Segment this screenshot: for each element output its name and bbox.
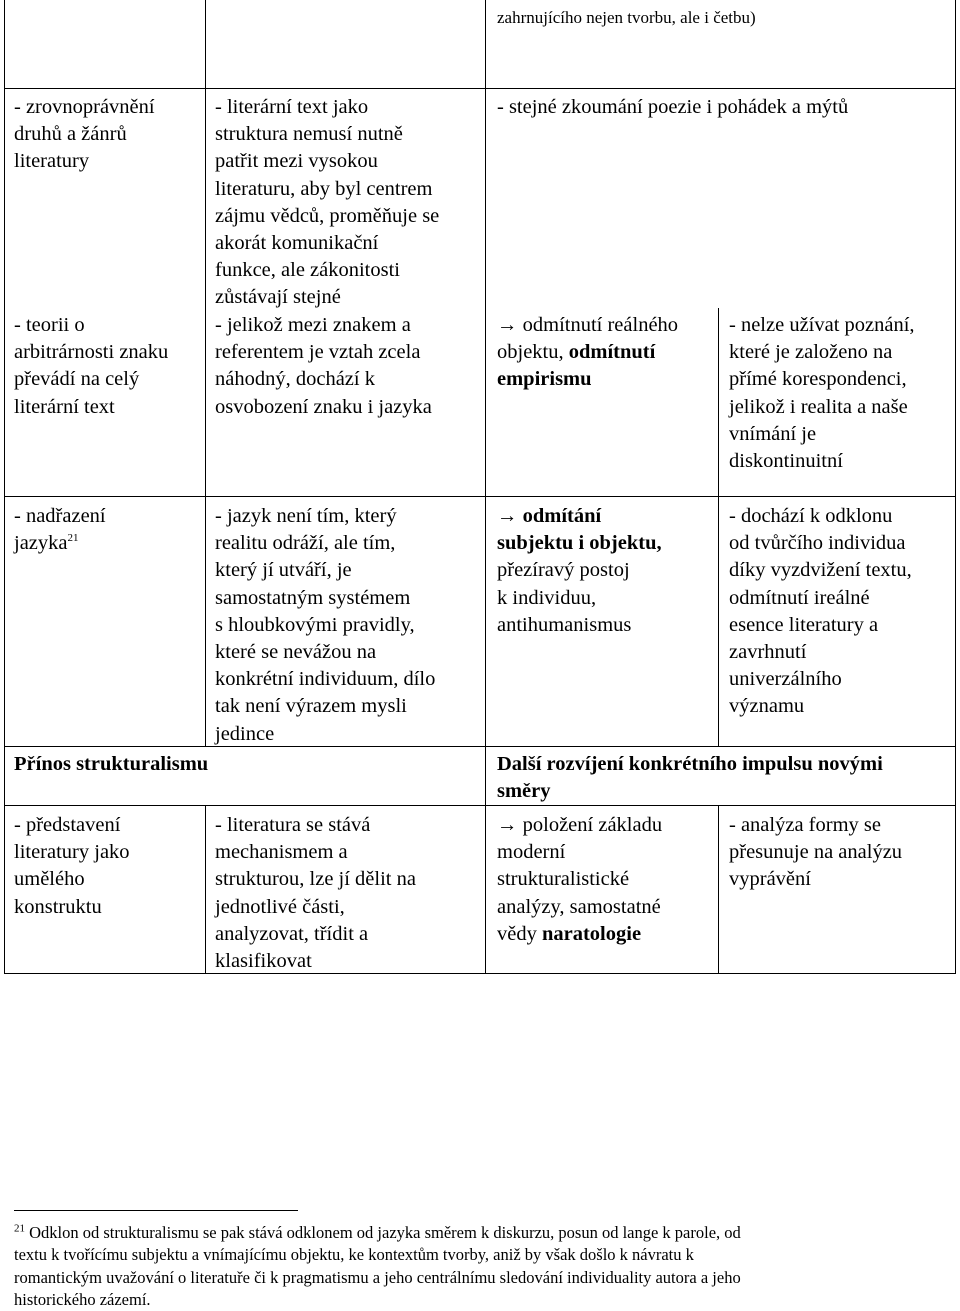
row-a-col2-text-1: - literární text jako struktura nemusí nutně patřit mezi vysokou literaturu, aby byl centrem zájmu vědců, proměňuje se akorát komunikační funkce, ale zákonitosti zůstávají stejné <box>215 96 440 309</box>
row-line-3 <box>4 746 956 747</box>
row-a-col2-text-2: - jelikož mezi znakem a referentem je vztah zcela náhodný, dochází k osvobození znaku i jazyka <box>215 314 432 418</box>
column-divider-3-mid <box>718 496 719 746</box>
row-a-col3-text-2-normal: odmítnutí reálného objektu, <box>497 314 679 364</box>
row-b-col1-text <box>14 503 106 557</box>
row-c-col3-text <box>497 812 662 948</box>
table-border-right <box>955 0 956 974</box>
row-a-col3-text-2 <box>497 312 678 394</box>
row-b-col1-label: - nadřazení jazyka <box>14 505 106 555</box>
row-a-col3-text-1: - stejné zkoumání poezie i pohádek a mýtů <box>497 96 849 118</box>
column-divider-3 <box>718 308 719 496</box>
row-c-col3-normal: položení základu moderní strukturalistické analýzy, samostatné vědy <box>497 814 663 945</box>
arrow-icon: → <box>497 314 518 336</box>
row-line-5 <box>4 973 956 974</box>
footnote-reference: 21 <box>67 532 79 545</box>
row-a-col3-text-2-bold: odmítnutí empirismu <box>497 341 656 391</box>
row-c-col4-text: - analýza formy se přesunuje na analýzu vyprávění <box>729 814 903 891</box>
row-c-col3-bold: naratologie <box>541 922 642 945</box>
row-c-col1-text: - představení literatury jako umělého konstruktu <box>14 814 130 918</box>
row-c-col2-text: - literatura se stává mechanismem a strukturou, lze jí dělit na jednotlivé části, analyzovat, třídit a klasifikovat <box>215 814 416 973</box>
footnote-line-4: historického zázemí. <box>14 1289 151 1309</box>
column-divider-1 <box>205 0 206 746</box>
table-border-left <box>4 0 5 974</box>
row-b-col4-text: - dochází k odklonu od tvůrčího individua díky vyzdvižení textu, odmítnutí ireálné esence literatury a zavrhnutí univerzálního významu <box>729 505 912 718</box>
footnote-marker: 21 <box>14 1222 25 1235</box>
arrow-icon: → <box>497 505 518 527</box>
row-a-col1-text-1: - zrovnoprávnění druhů a žánrů literatury <box>14 96 155 173</box>
row-b-col3-text <box>497 503 662 639</box>
top-row-continuation-text: zahrnujícího nejen tvorbu, ale i četbu) <box>497 8 756 27</box>
section-header-left: Přínos strukturalismu <box>14 753 209 775</box>
column-divider-1-lower <box>205 805 206 974</box>
column-divider-2 <box>485 0 486 974</box>
arrow-icon: → <box>497 814 518 836</box>
footnote-line-3: romantickým uvažování o literatuře či k pragmatismu a jeho centrálnímu sledování individuality autora a jeho <box>14 1267 741 1287</box>
footnote-separator <box>14 1210 298 1211</box>
row-b-col3-bold: odmítání subjektu i objektu, <box>497 505 662 555</box>
row-a-col1-text-2: - teorii o arbitrárnosti znaku převádí na celý literární text <box>14 314 169 418</box>
row-a-col4-text: - nelze užívat poznání, které je založeno na přímé korespondenci, jelikož i realita a naše vnímání je diskontinuitní <box>729 314 915 473</box>
column-divider-3-lower <box>718 805 719 974</box>
footnote-line-1-text: Odklon od strukturalismu se pak stává odklonem od jazyka směrem k diskurzu, posun od lange k parole, od <box>25 1223 741 1242</box>
section-header-right: Další rozvíjení konkrétního impulsu novými směry <box>497 753 883 803</box>
row-b-col3-normal: přezíravý postoj k individuu, antihumanismus <box>497 559 632 636</box>
row-line-1 <box>4 88 956 89</box>
footnote <box>14 1222 944 1311</box>
footnote-line-2: textu k tvořícímu subjektu a vnímajícímu objektu, ke kontextům tvorby, aniž by však došlo k návratu k <box>14 1245 694 1265</box>
row-b-col2-text: - jazyk není tím, který realitu odráží, ale tím, který jí utváří, je samostatným systémem s hloubkovými pravidly, které se nevážou na konkrétní individuum, dílo tak není výrazem mysli jedince <box>215 505 436 745</box>
row-line-2 <box>4 496 956 497</box>
footnote-line-1 <box>14 1222 944 1244</box>
